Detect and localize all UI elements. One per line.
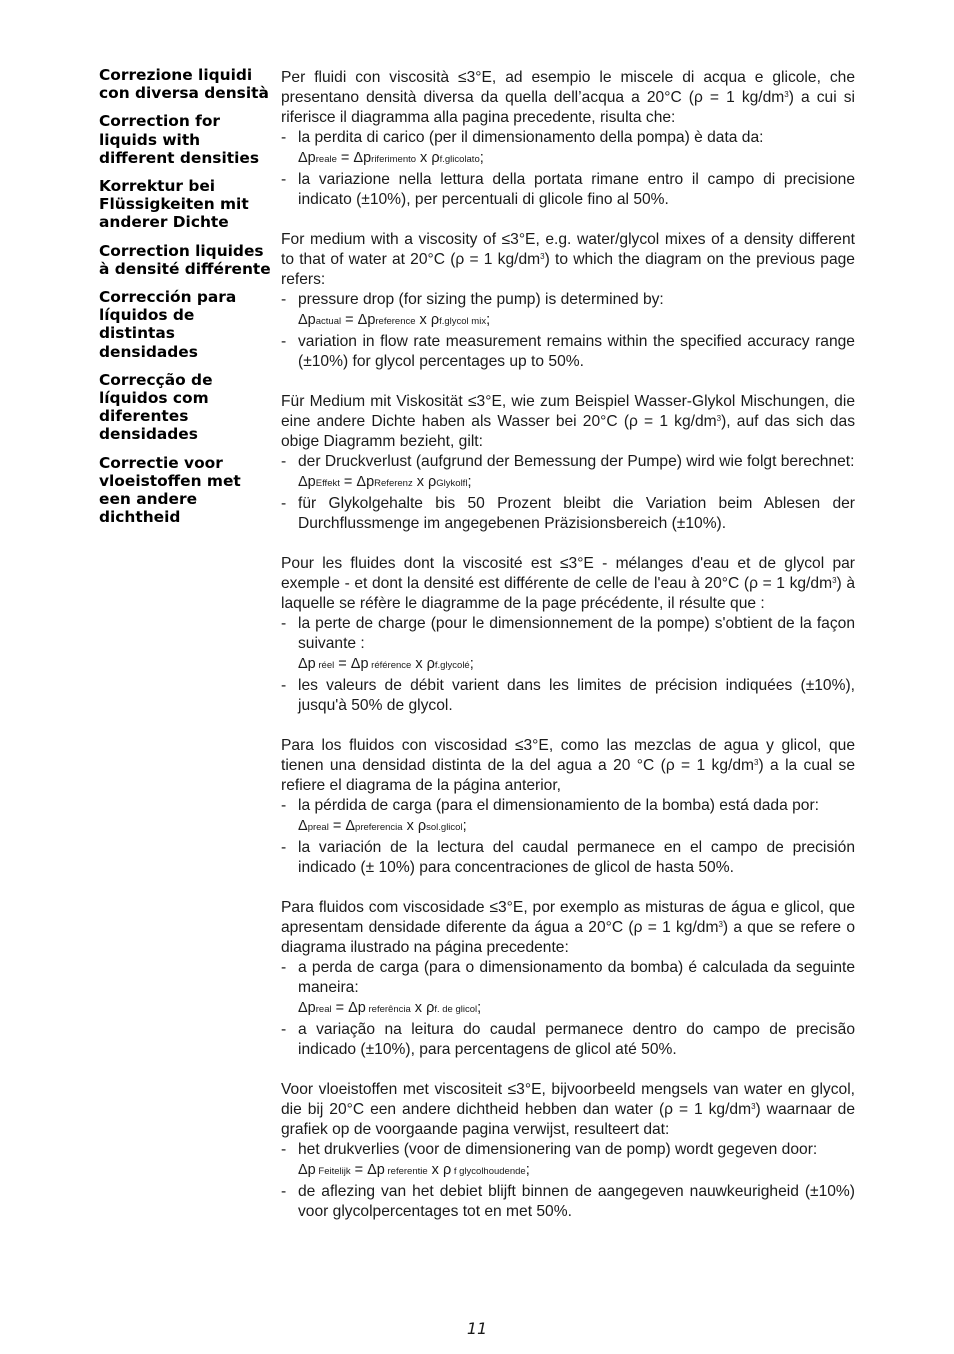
intro-paragraph: Para los fluidos con viscosidad ≤3°E, como las mezclas de agua y glicol, que tienen una densidad distinta de la del agua a 20 °C (ρ = 1 $kg/dm^3$) a la cual se refiere el diagrama de la página anterior, [281, 737, 855, 794]
section-spanish [281, 736, 855, 878]
list-item: - la perdita di carico (per il dimensionamento della pompa) è data da: [281, 129, 764, 146]
list-item: - la variación de la lectura del caudal permanece en el campo de precisión indicado (± 10%) para concentraciones de glicol de hasta 50%. [281, 839, 855, 876]
section-german [281, 392, 855, 534]
list-item: - a variação na leitura do caudal permanece dentro do campo de precisão indicado (±10%), para percentagens de glicol até 50%. [281, 1021, 855, 1058]
heading-english: Correction for liquids with different densities [99, 112, 259, 167]
intro-paragraph: Per fluidi con viscosità ≤3°E, ad esempio le miscele di acqua e glicole, che presentano densità diversa da quella dell’acqua a 20°C (ρ = 1 $kg/dm^3$) a cui si riferisce il diagramma alla pagina precedente, risulta che: [281, 69, 856, 126]
density-formula: Δp réel = Δp référence x ρf.glycolé; [298, 656, 474, 672]
intro-paragraph: Para fluidos com viscosidade ≤3°E, por exemplo as misturas de água e glicol, que apresentam densidade diferente da água a 20°C (ρ = 1 $kg/dm^3$) a que se refere o diagrama ilustrado na página precedente: [281, 899, 855, 956]
density-formula: Δp Feitelijk = Δp referentie x ρ f glycolhoudende; [298, 1162, 530, 1178]
main-text [281, 68, 855, 1242]
intro-paragraph: Pour les fluides dont la viscosité est ≤3°E - mélanges d'eau et de glycol par exemple - et dont la densité est différente de celle de l'eau à 20°C (ρ = 1 $kg/dm^3$) à laquelle se réfère le diagramme de la page précédente, il résulte que : [281, 555, 856, 612]
heading-italian: Correzione liquidi con diversa densità [99, 66, 269, 103]
density-formula: Δpreal = Δp referência x ρf. de glicol; [298, 1000, 482, 1016]
page-number: 11 [466, 1319, 488, 1338]
heading-german: Korrektur bei Flüssigkeiten mit anderer Dichte [99, 177, 249, 232]
heading-french: Correction liquides à densité différente [99, 241, 271, 278]
section-dutch [281, 1080, 855, 1222]
sidebar-headings [99, 66, 271, 536]
density-formula: ΔpEffekt = ΔpReferenz x ρGlykolfl; [298, 474, 472, 490]
list-item: - pressure drop (for sizing the pump) is determined by: [281, 291, 664, 308]
list-item: - les valeurs de débit varient dans les limites de précision indiquées (±10%), jusqu'à 50% de glycol. [281, 677, 855, 714]
heading-portuguese: Correcção de líquidos com diferentes densidades [99, 370, 213, 444]
section-french [281, 554, 855, 716]
list-item: - la perte de charge (pour le dimensionnement de la pompe) s'obtient de la façon suivante : [281, 615, 855, 652]
heading-spanish: Corrección para líquidos de distintas densidades [99, 288, 237, 361]
list-item: - het drukverlies (voor de dimensionering van de pomp) wordt gegeven door: [281, 1141, 818, 1158]
list-item: - la pérdida de carga (para el dimensionamiento de la bomba) está dada por: [281, 797, 819, 814]
section-italian [281, 68, 855, 210]
intro-paragraph: For medium with a viscosity of ≤3°E, e.g. water/glycol mixes of a density different to that of water at 20°C (ρ = 1 $kg/dm^3$) to which the diagram on the previous page refers: [281, 231, 855, 288]
list-item: - variation in flow rate measurement remains within the specified accuracy range (±10%) for glycol percentages up to 50%. [281, 333, 855, 370]
list-item: - la variazione nella lettura della portata rimane entro il campo di precisione indicato (±10%), per percentuali di glicole fino al 50%. [281, 171, 855, 208]
density-formula: Δpreal = Δpreferencia x ρsol.glicol; [298, 818, 467, 834]
list-item: - für Glykolgehalte bis 50 Prozent bleibt die Variation beim Ablesen der Durchflussmenge im angegebenen Präzisionsbereich (±10%). [281, 495, 855, 532]
section-portuguese [281, 898, 855, 1060]
list-item: - der Druckverlust (aufgrund der Bemessung der Pumpe) wird wie folgt berechnet: [281, 453, 855, 470]
list-item: - de aflezing van het debiet blijft binnen de aangegeven nauwkeurigheid (±10%) voor glycolpercentages tot en met 50%. [281, 1183, 855, 1220]
density-formula: Δpreale = Δpriferimento x ρf.glicolato; [298, 150, 484, 166]
heading-dutch: Correctie voor vloeistoffen met een andere dichtheid [99, 453, 241, 527]
intro-paragraph: Für Medium mit Viskosität ≤3°E, wie zum Beispiel Wasser-Glykol Mischungen, die eine andere Dichte haben als Wasser bei 20°C (ρ = 1 $kg/dm^3$), auf das sich das obige Diagramm bezieht, gilt: [281, 393, 855, 450]
section-english [281, 230, 855, 372]
density-formula: Δpactual = Δpreference x ρf.glycol mix; [298, 312, 491, 328]
intro-paragraph: Voor vloeistoffen met viscositeit ≤3°E, bijvoorbeeld mengsels van water en glycol, die bij 20°C een andere dichtheid hebben dan water (ρ = 1 $kg/dm^3$) waarnaar de grafiek op de voorgaande pagina verwijst, resulteert dat: [281, 1081, 855, 1138]
list-item: - a perda de carga (para o dimensionamento da bomba) é calculada da seguinte maneira: [281, 959, 855, 996]
